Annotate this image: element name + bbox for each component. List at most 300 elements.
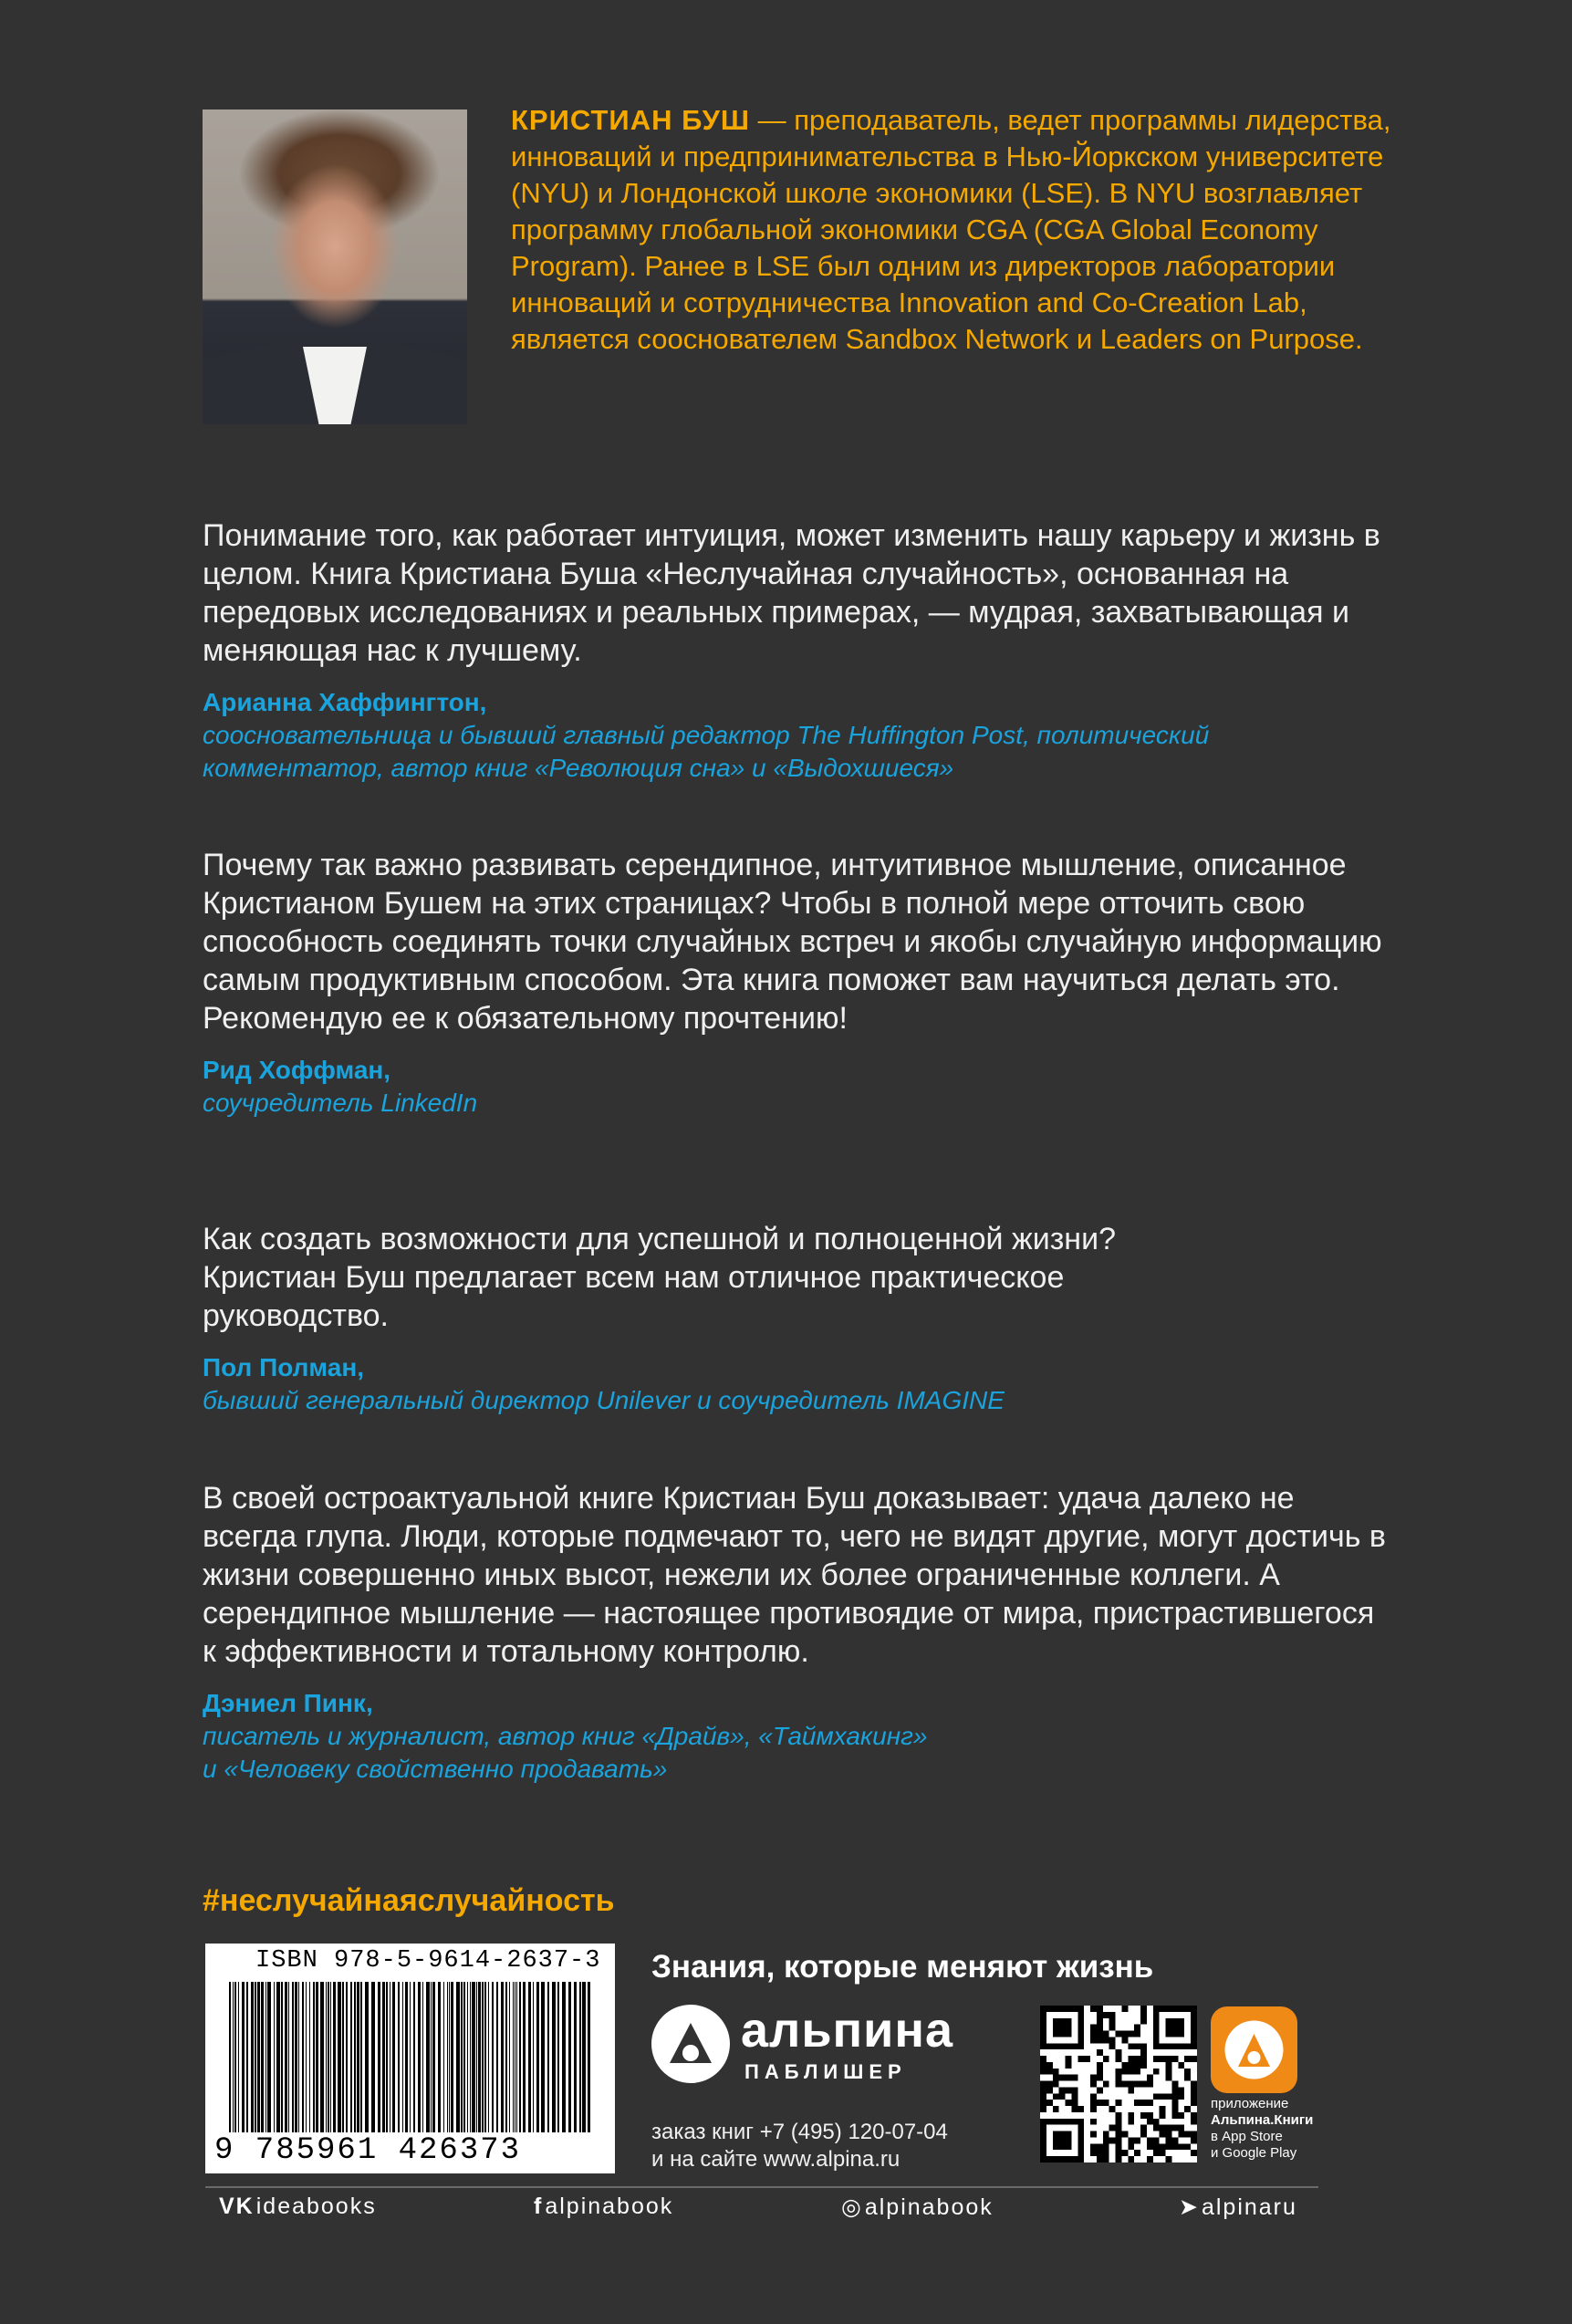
barcode-bar [330,1982,331,2132]
barcode-bar [265,1982,266,2132]
social-vk[interactable] [219,2194,377,2220]
qr-module [1066,2087,1072,2093]
barcode-bar [492,1982,494,2132]
barcode-bar [557,1982,559,2132]
barcode-bar [405,1982,408,2132]
barcode-bar [552,1982,556,2132]
barcode-bar [438,1982,441,2132]
qr-module [1090,2031,1097,2037]
barcode-bar [255,1982,256,2132]
qr-module [1160,2143,1166,2150]
qr-module [1178,2087,1184,2093]
qr-module [1103,2143,1109,2150]
app-caption-line: и Google Play [1211,2145,1297,2161]
quote-text: Почему так важно развивать серендипное, интуитивное мышление, описанное Кристианом Бушем на этих страницах? Чтобы в полной мере отточить свою способность соединять точки случайных встреч и якобы случайную информацию самым продуктивным способом. Эта книга поможет вам научиться делать это. Рекомендую ее к обязательному прочтению! [203,848,1382,1036]
qr-module [1116,2150,1122,2156]
qr-module [1097,2069,1103,2075]
qr-module [1103,2012,1109,2018]
barcode-bar [588,1982,590,2132]
qr-module [1178,2125,1184,2131]
qr-module [1103,2031,1109,2037]
app-caption [1211,2096,1357,2162]
quote-text: Как создать возможности для успешной и полноценной жизни? Кристиан Буш предлагает всем нам отличное практическое руководство. [203,1222,1116,1333]
qr-module [1109,2137,1116,2143]
instagram-icon: ◎ [841,2194,863,2220]
qr-module [1053,2093,1059,2100]
qr-module [1109,2018,1116,2025]
qr-module [1097,2087,1103,2093]
qr-module [1140,2081,1147,2088]
qr-module [1097,2018,1103,2025]
barcode-bar [233,1982,234,2132]
qr-module [1134,2031,1140,2037]
qr-module [1071,2093,1077,2100]
qr-module [1053,2131,1072,2151]
qr-module [1121,2062,1128,2069]
qr-module [1097,2012,1103,2018]
book-hashtag: #неслучайнаяслучайность [203,1883,615,1918]
qr-module [1071,2075,1077,2081]
barcode-bar [242,1982,245,2132]
qr-module [1134,2062,1140,2069]
qr-module [1147,2156,1153,2162]
barcode-bar [413,1982,415,2132]
qr-module [1147,2143,1153,2150]
social-label: alpinaru [1201,2194,1297,2220]
quote-block-4 [203,1479,1389,1786]
qr-module [1116,2137,1122,2143]
qr-module [1077,2106,1084,2112]
qr-module [1147,2100,1153,2106]
publisher-subtitle: ПАБЛИШЕР [744,2060,907,2083]
barcode-bar [333,1982,336,2132]
barcode-bar [562,1982,566,2132]
barcode-bar [338,1982,341,2132]
barcode-bar [326,1982,327,2132]
qr-module [1134,2056,1140,2062]
qr-module [1134,2150,1140,2156]
barcode-bar [302,1982,304,2132]
qr-module [1109,2043,1116,2049]
qr-module [1134,2025,1140,2031]
qr-module [1084,2056,1090,2062]
order-site[interactable]: и на сайте www.alpina.ru [651,2147,901,2172]
qr-module [1178,2131,1184,2138]
barcode-bar [431,1982,432,2132]
barcode-bar [528,1982,531,2132]
qr-module [1071,2100,1077,2106]
qr-module [1128,2056,1134,2062]
qr-module [1178,2062,1184,2069]
qr-module [1128,2156,1134,2162]
quote-author: Рид Хоффман, [203,1056,391,1084]
qr-module [1184,2106,1191,2112]
qr-module [1090,2006,1097,2012]
qr-module [1171,2112,1178,2119]
qr-module [1109,2025,1116,2031]
qr-module [1147,2081,1153,2088]
barcode-bar [251,1982,254,2132]
barcode-bar [365,1982,369,2132]
quote-author-role: бывший генеральный директор Unilever и соучредитель IMAGINE [203,1386,1005,1414]
barcode-bar [482,1982,484,2132]
barcode-bar [288,1982,289,2132]
barcode-bar [432,1982,435,2132]
qr-module [1040,2081,1046,2088]
qr-module [1147,2119,1153,2125]
qr-module [1090,2119,1097,2125]
qr-module [1128,2031,1134,2037]
barcode-bar [354,1982,356,2132]
social-telegram[interactable] [1179,2194,1297,2221]
publisher-slogan: Знания, которые меняют жизнь [651,1949,1154,1985]
qr-module [1046,2062,1053,2069]
barcode-bar [309,1982,310,2132]
social-label: ideabooks [255,2194,377,2219]
barcode-bar [488,1982,489,2132]
qr-module [1053,2069,1059,2075]
barcode-bar [292,1982,294,2132]
barcode-bar [410,1982,411,2132]
qr-module [1128,2062,1134,2069]
qr-module [1097,2150,1103,2156]
barcode-bar [276,1982,280,2132]
barcode-bar [298,1982,299,2132]
qr-module [1140,2049,1147,2056]
barcode-bar [328,1982,329,2132]
qr-module [1103,2150,1109,2156]
qr-module [1097,2100,1103,2106]
qr-module [1121,2037,1128,2043]
qr-module [1040,2087,1046,2093]
qr-module [1090,2081,1097,2088]
qr-module [1171,2081,1178,2088]
qr-module [1171,2093,1178,2100]
qr-module [1109,2012,1116,2018]
barcode-bar [316,1982,318,2132]
qr-module [1191,2056,1197,2062]
barcode [205,1944,615,2173]
qr-module [1140,2043,1147,2049]
barcode-bar [398,1982,400,2132]
facebook-icon: f [534,2194,544,2219]
quote-block-3 [203,1220,1243,1417]
quote-author: Арианна Хаффингтон, [203,688,487,716]
quote-text: В своей остроактуальной книге Кристиан Буш доказывает: удача далеко не всегда глупа. Люди, которые подмечают то, чего не видят другие, могут достичь в жизни совершенно иных высот, нежели их более ограниченные коллеги. А серендипное мышление — настоящее противоядие от мира, пристрастившегося к эффективности и тотальному контролю. [203,1481,1386,1669]
barcode-bar [541,1982,545,2132]
qr-module [1046,2069,1053,2075]
qr-module [1140,2125,1147,2131]
qr-module [1140,2062,1147,2069]
qr-module [1109,2037,1116,2043]
qr-module [1171,2100,1178,2106]
qr-module [1090,2100,1097,2106]
qr-module [1046,2081,1053,2088]
qr-module [1116,2131,1122,2138]
qr-module [1184,2075,1191,2081]
qr-module [1140,2100,1147,2106]
qr-module [1121,2031,1128,2037]
barcode-number: 9 785961 426373 [214,2133,522,2168]
qr-module [1153,2119,1160,2125]
qr-module [1134,2043,1140,2049]
qr-module [1191,2137,1197,2143]
qr-module [1140,2018,1147,2025]
barcode-bar [257,1982,260,2132]
qr-module [1040,2069,1046,2075]
qr-module [1191,2093,1197,2100]
qr-code[interactable] [1040,2006,1197,2162]
barcode-bar [513,1982,514,2132]
qr-module [1140,2112,1147,2119]
qr-module [1147,2137,1153,2143]
barcode-bar [261,1982,264,2132]
qr-module [1128,2143,1134,2150]
qr-module [1116,2075,1122,2081]
qr-module [1040,2056,1046,2062]
qr-module [1160,2106,1166,2112]
social-label: alpinabook [545,2194,674,2219]
qr-module [1040,2106,1046,2112]
quote-block-1 [203,516,1389,785]
barcode-bar [523,1982,526,2132]
qr-module [1116,2031,1122,2037]
qr-module [1066,2056,1072,2062]
qr-module [1166,2056,1172,2062]
barcode-bar [246,1982,248,2132]
barcode-bar [519,1982,521,2132]
barcode-bar [447,1982,448,2132]
qr-module [1040,2100,1046,2106]
qr-module [1128,2087,1134,2093]
author-bio [511,102,1423,358]
barcode-bar [449,1982,450,2132]
qr-module [1160,2093,1166,2100]
barcode-bar [342,1982,344,2132]
qr-module [1178,2143,1184,2150]
qr-module [1160,2056,1166,2062]
qr-module [1191,2150,1197,2156]
qr-module [1121,2069,1128,2075]
qr-module [1097,2075,1103,2081]
qr-module [1090,2037,1097,2043]
qr-module [1046,2100,1053,2106]
qr-module [1103,2056,1109,2062]
qr-module [1090,2093,1097,2100]
qr-module [1184,2143,1191,2150]
barcode-bar [418,1982,421,2132]
barcode-bar [295,1982,297,2132]
qr-module [1153,2150,1160,2156]
barcode-bar [234,1982,236,2132]
qr-module [1166,2075,1172,2081]
qr-module [1128,2112,1134,2119]
qr-module [1153,2143,1160,2150]
barcode-bar [238,1982,239,2132]
app-caption-line: Альпина.Книги [1211,2112,1314,2128]
qr-module [1066,2100,1072,2106]
barcode-bar [472,1982,475,2132]
barcode-bar [285,1982,287,2132]
telegram-icon: ➤ [1179,2194,1200,2220]
social-facebook[interactable] [534,2194,673,2220]
qr-module [1066,2075,1072,2081]
alpina-app-logo-icon [1211,2006,1297,2093]
author-name: КРИСТИАН БУШ [511,104,751,136]
qr-module [1090,2106,1097,2112]
qr-module [1059,2075,1066,2081]
barcode-bar [547,1982,549,2132]
qr-module [1053,2081,1059,2088]
qr-module [1116,2119,1122,2125]
qr-module [1046,2087,1053,2093]
qr-module [1191,2100,1197,2106]
qr-module [1147,2075,1153,2081]
qr-module [1103,2137,1109,2143]
qr-module [1090,2150,1097,2156]
qr-module [1171,2137,1178,2143]
qr-module [1109,2106,1116,2112]
barcode-bar [461,1982,463,2132]
qr-module [1066,2062,1072,2069]
qr-module [1116,2049,1122,2056]
qr-module [1053,2075,1059,2081]
barcode-bar [357,1982,359,2132]
qr-module [1166,2143,1172,2150]
barcode-bar [467,1982,468,2132]
qr-module [1153,2137,1160,2143]
isbn-label: ISBN 978-5-9614-2637-3 [255,1947,601,1975]
qr-module [1121,2131,1128,2138]
qr-module [1191,2112,1197,2119]
qr-module [1166,2137,1172,2143]
qr-module [1071,2087,1077,2093]
social-label: alpinabook [864,2194,994,2220]
qr-module [1090,2025,1097,2031]
qr-module [1128,2069,1134,2075]
barcode-bar [496,1982,498,2132]
author-photo [203,109,467,424]
barcode-bar [478,1982,481,2132]
qr-module [1053,2018,1072,2037]
qr-module [1171,2143,1178,2150]
qr-module [1191,2087,1197,2093]
barcode-bar [346,1982,348,2132]
barcode-bars [222,1982,605,2132]
qr-module [1103,2156,1109,2162]
qr-module [1134,2081,1140,2088]
barcode-bar [392,1982,395,2132]
barcode-bar [574,1982,577,2132]
barcode-bar [516,1982,517,2132]
qr-module [1184,2056,1191,2062]
qr-module [1128,2119,1134,2125]
qr-module [1116,2056,1122,2062]
qr-module [1097,2031,1103,2037]
quote-author: Пол Полман, [203,1353,365,1381]
qr-module [1160,2150,1166,2156]
qr-module [1040,2093,1046,2100]
alpina-logo-icon [650,2003,732,2085]
barcode-bar [313,1982,315,2132]
qr-module [1116,2081,1122,2088]
social-instagram[interactable] [841,2194,994,2221]
qr-module [1134,2069,1140,2075]
quote-block-2 [203,846,1389,1120]
qr-module [1040,2062,1046,2069]
order-phone: заказ книг +7 (495) 120-07-04 [651,2120,948,2144]
barcode-bar [470,1982,471,2132]
barcode-bar [501,1982,504,2132]
qr-module [1134,2100,1140,2106]
qr-module [1128,2081,1134,2088]
qr-module [1097,2025,1103,2031]
barcode-bar [509,1982,510,2132]
qr-module [1059,2093,1066,2100]
qr-module [1166,2131,1172,2138]
qr-module [1059,2087,1066,2093]
qr-module [1071,2106,1077,2112]
qr-module [1140,2006,1147,2012]
qr-module [1090,2075,1097,2081]
qr-module [1184,2131,1191,2138]
author-bio-text: — преподаватель, ведет программы лидерства, инноваций и предпринимательства в Нью-Йоркском университете (NYU) и Лондонской школе экономики (LSE). В NYU возглавляет программу глобальной экономики CGA (CGA Global Economy Program). Ранее в LSE был одним из директоров лаборатории инноваций и сотрудничества Innovation and Co-Creation Lab, является сооснователем Sandbox Network и Leaders on Purpose. [511,104,1391,355]
qr-module [1166,2018,1185,2037]
qr-module [1140,2131,1147,2138]
app-icon[interactable] [1211,2006,1297,2093]
vk-icon: VK [219,2194,255,2219]
barcode-bar [382,1982,385,2132]
qr-module [1140,2012,1147,2018]
barcode-bar [533,1982,534,2132]
qr-module [1097,2062,1103,2069]
qr-module [1153,2056,1160,2062]
barcode-bar [402,1982,403,2132]
barcode-bar [476,1982,477,2132]
barcode-bar [456,1982,460,2132]
qr-module [1166,2125,1172,2131]
barcode-bar [371,1982,375,2132]
qr-module [1109,2125,1116,2131]
qr-module [1191,2131,1197,2138]
barcode-bar [505,1982,507,2132]
qr-module [1134,2137,1140,2143]
qr-module [1090,2143,1097,2150]
qr-module [1178,2112,1184,2119]
quote-author: Дэниел Пинк, [203,1689,373,1717]
qr-module [1103,2100,1109,2106]
barcode-bar [568,1982,571,2132]
app-caption-line: в App Store [1211,2129,1283,2144]
qr-module [1097,2049,1103,2056]
barcode-bar [582,1982,586,2132]
barcode-bar [422,1982,423,2132]
qr-module [1171,2106,1178,2112]
qr-module [1153,2093,1160,2100]
qr-module [1128,2043,1134,2049]
barcode-bar [443,1982,444,2132]
qr-module [1116,2125,1122,2131]
quote-author-role: соучредитель LinkedIn [203,1089,478,1117]
publisher-name: альпина [741,2003,953,2058]
qr-module [1128,2137,1134,2143]
barcode-bar [229,1982,231,2132]
qr-module [1171,2087,1178,2093]
qr-module [1116,2069,1122,2075]
barcode-bar [320,1982,324,2132]
barcode-bar [463,1982,465,2132]
barcode-bar [281,1982,283,2132]
